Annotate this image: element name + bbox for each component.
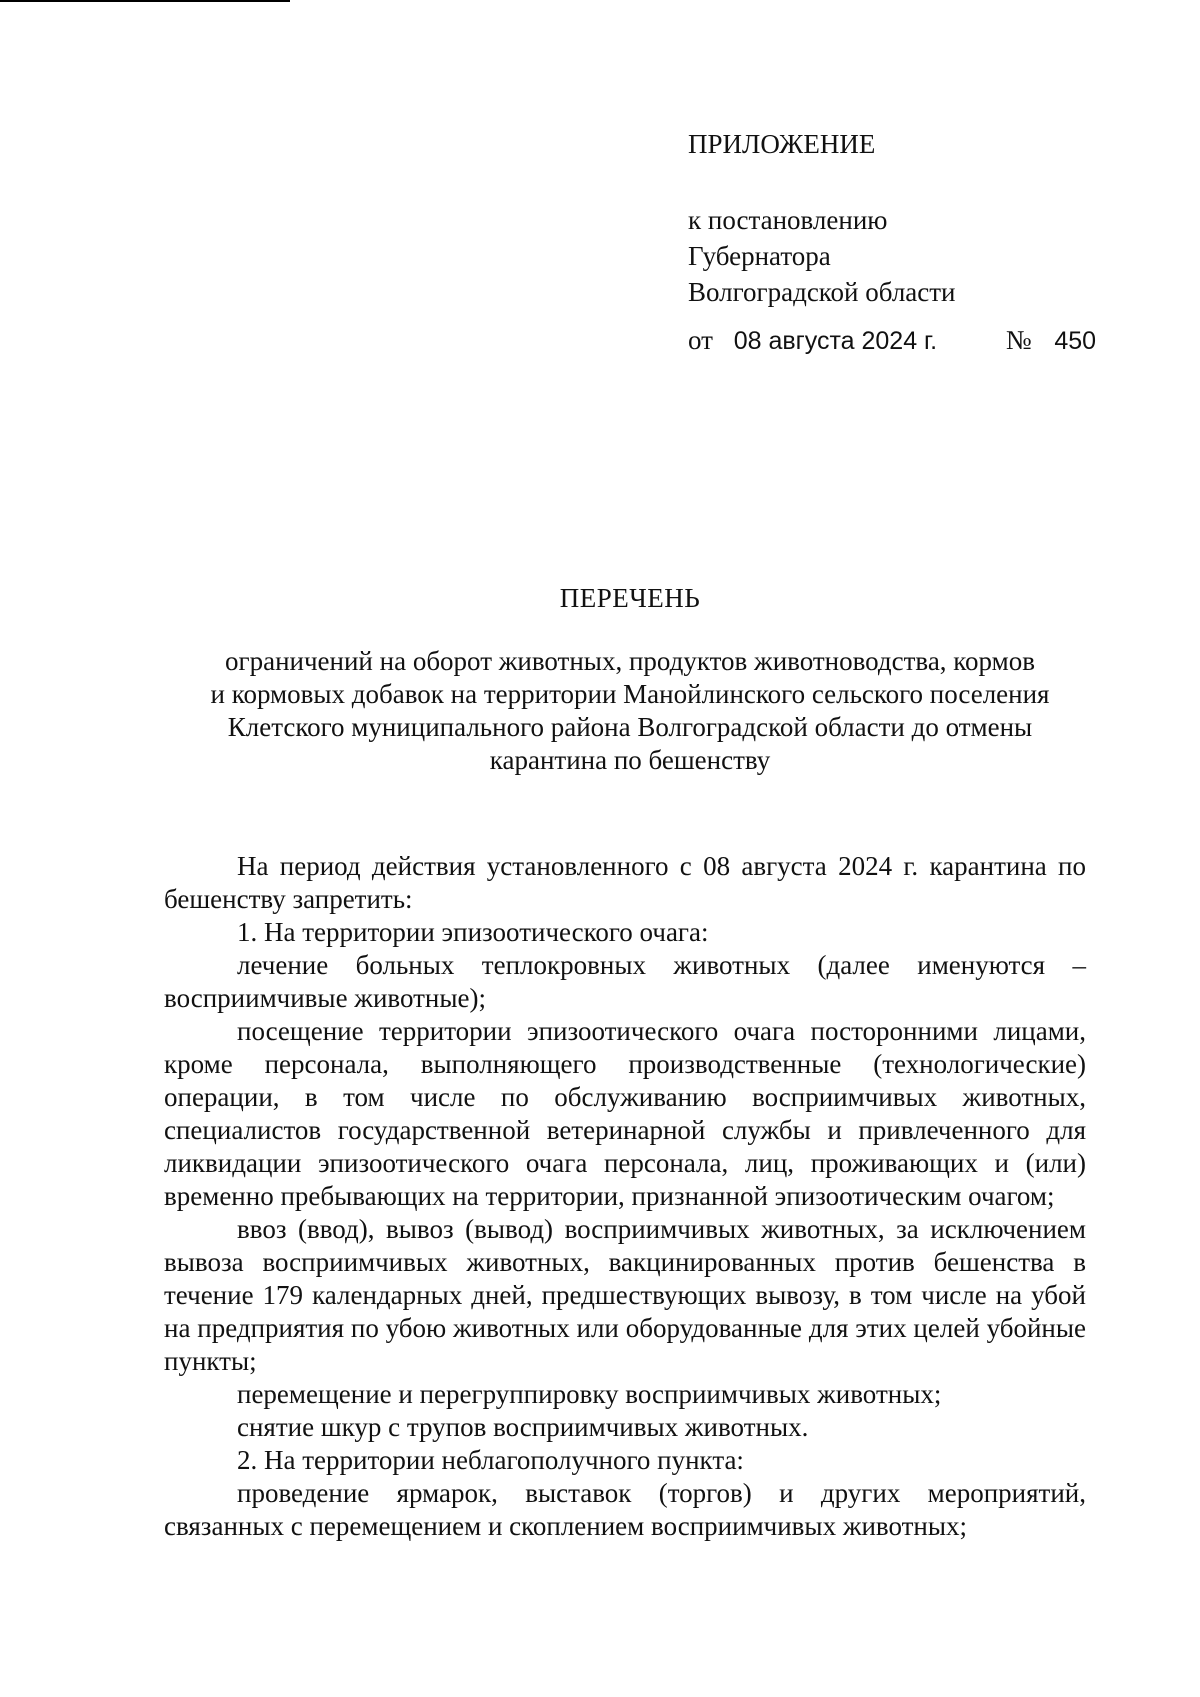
section-2-heading: 2. На территории неблагополучного пункта: <box>237 1445 744 1475</box>
document-title: ПЕРЕЧЕНЬ <box>559 583 701 613</box>
section-1-item-1: лечение больных теплокровных животных (далее именуются – восприимчивые животные); <box>164 950 1086 1013</box>
section-1-item-2: посещение территории эпизоотического очага посторонними лицами, кроме персонала, выполняющего производственные (технологические) операции, в том числе по обслуживанию восприимчивых животных, специалистов государственной ветеринарной службы и привлеченного для ликвидации эпизоотического очага персонала, лиц, проживающих и (или) временно пребывающих на территории, признанной эпизоотическим очагом; <box>164 1016 1086 1211</box>
section-2-item-1: проведение ярмарок, выставок (торгов) и других мероприятий, связанных с перемещением и скоплением восприимчивых животных; <box>164 1478 1086 1541</box>
document-body <box>164 850 1086 1543</box>
date-prefix: от <box>688 325 713 355</box>
section-1-heading: 1. На территории эпизоотического очага: <box>237 917 709 947</box>
section-1-item-5: снятие шкур с трупов восприимчивых животных. <box>237 1412 809 1442</box>
appendix-block <box>688 126 956 310</box>
resolution-line-1: к постановлению <box>688 205 888 235</box>
date-value: 08 августа 2024 г. <box>733 327 938 355</box>
appendix-label: ПРИЛОЖЕНИЕ <box>688 129 876 159</box>
subtitle-line-2: и кормовых добавок на территории Манойлинского сельского поселения <box>210 679 1050 709</box>
resolution-line-2: Губернатора <box>688 241 831 271</box>
document-subtitle <box>160 645 1100 777</box>
intro-paragraph: На период действия установленного с 08 августа 2024 г. карантина по бешенству запретить: <box>164 851 1086 914</box>
section-1-item-4: перемещение и перегруппировку восприимчивых животных; <box>237 1379 942 1409</box>
resolution-line-3: Волгоградской области <box>688 277 956 307</box>
subtitle-line-1: ограничений на оборот животных, продуктов животноводства, кормов <box>225 646 1035 676</box>
subtitle-line-4: карантина по бешенству <box>489 745 771 775</box>
subtitle-line-3: Клетского муниципального района Волгоградской области до отмены <box>227 712 1033 742</box>
section-1-item-3: ввоз (ввод), вывоз (вывод) восприимчивых животных, за исключением вывоза восприимчивых животных, вакцинированных против бешенства в течение 179 календарных дней, предшествующих вывозу, в том числе на убой на предприятия по убою животных или оборудованные для этих целей убойные пункты; <box>164 1214 1086 1376</box>
date-number-line <box>688 322 1096 359</box>
number-value: 450 <box>1054 327 1097 355</box>
number-prefix: № <box>1005 325 1032 355</box>
